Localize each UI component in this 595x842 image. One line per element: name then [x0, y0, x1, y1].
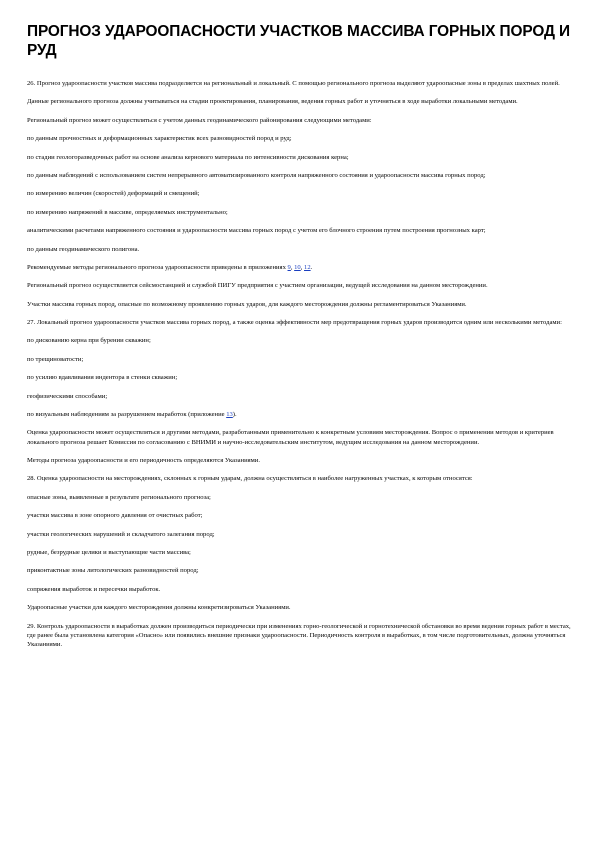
paragraph: [27, 392, 571, 401]
paragraph-text: 27. Локальный прогноз удароопасности участков массива горных пород, а также оценка эффективности мер предотвращения горных ударов производится одним или несколькими методами:: [27, 319, 562, 327]
paragraph-text: аналитическими расчетами напряженного состояния и удароопасности массива горных пород с учетом его блочного строения путем построения прогнозных карт;: [27, 227, 486, 235]
paragraph-text: Удароопасные участки для каждого месторождения должны конкретизироваться Указаниями.: [27, 604, 291, 612]
paragraph: [27, 603, 571, 612]
paragraph-text: по измерению величин (скоростей) деформаций и смещений;: [27, 190, 200, 198]
appendix-link[interactable]: 10: [294, 263, 301, 271]
appendix-link[interactable]: 12: [304, 263, 311, 271]
paragraph-text: по данным геодинамического полигона.: [27, 245, 140, 253]
paragraph: [27, 474, 571, 483]
paragraph-text: приконтактные зоны литологических разновидностей пород;: [27, 567, 199, 575]
paragraph: [27, 281, 571, 290]
paragraph: [27, 585, 571, 594]
paragraph-text: участки геологических нарушений и складчатого залегания пород;: [27, 530, 215, 538]
paragraph: [27, 79, 571, 88]
paragraph: [27, 226, 571, 235]
document-body: [27, 79, 571, 649]
appendix-link[interactable]: 9: [287, 263, 291, 271]
paragraph-text: Региональный прогноз может осуществляться с учетом данных геодинамического районирования следующими методами:: [27, 116, 372, 124]
paragraph: [27, 189, 571, 198]
paragraph-text: Региональный прогноз осуществляется сейсмостанцией и службой ПИГУ предприятия с участием организации, ведущей исследования на данном месторождении.: [27, 282, 488, 290]
paragraph-tail: ).: [232, 411, 237, 419]
paragraph-text: по данным наблюдений с использованием систем непрерывного автоматизированного контроля напряженного состояния и удароопасности массива горных пород;: [27, 171, 486, 179]
paragraph-text: сопряжения выработок и пересечки выработок.: [27, 585, 161, 593]
paragraph: [27, 208, 571, 217]
paragraph: [27, 428, 571, 446]
paragraph: [27, 245, 571, 254]
paragraph-text: 28. Оценка удароопасности на месторождениях, склонных к горным ударам, должна осуществляться в наиболее нагруженных участках, к которым относятся:: [27, 475, 473, 483]
paragraph-text: по стадии геологоразведочных работ на основе анализа кернового материала по интенсивности дискования керна;: [27, 153, 349, 161]
paragraph-text: геофизическими способами;: [27, 392, 108, 400]
paragraph-text: Методы прогноза удароопасности и его периодичность определяются Указаниями.: [27, 457, 260, 465]
paragraph-text: Рекомендуемые методы регионального прогноза удароопасности приведены в приложениях: [27, 263, 288, 271]
paragraph-text: участки массива в зоне опорного давления от очистных работ;: [27, 512, 203, 520]
paragraph-text: по визуальным наблюдениям за разрушением выработок (приложение: [27, 411, 227, 419]
paragraph: [27, 548, 571, 557]
paragraph: [27, 97, 571, 106]
paragraph-text: по измерению напряжений в массиве, определяемых инструментально;: [27, 208, 228, 216]
paragraph: [27, 336, 571, 345]
paragraph: [27, 410, 571, 419]
paragraph-text: по трещиноватости;: [27, 355, 84, 363]
paragraph-text: рудные, безрудные целики и выступающие части массива;: [27, 548, 191, 556]
paragraph: [27, 622, 571, 650]
paragraph: Рекомендуемые методы регионального прогноза удароопасности приведены в приложениях 9, 10, 12.: [27, 263, 313, 271]
paragraph: [27, 116, 571, 125]
paragraph: [27, 134, 571, 143]
paragraph-tail: .: [310, 263, 313, 271]
page-title: ПРОГНОЗ УДАРООПАСНОСТИ УЧАСТКОВ МАССИВА ГОРНЫХ ПОРОД И РУД: [27, 23, 571, 59]
paragraph-text: Оценка удароопасности может осуществляться и другими методами, разработанными применительно к конкретным условиям месторождения. Вопрос о применении методов и критериев локального прогноза решает Комиссия по согласованию с ВНИМИ и научно-исследовательским институтом, ведущим исследования на данном месторождении.: [27, 429, 554, 446]
paragraph-text: по данным прочностных и деформационных характеристик всех разновидностей пород и руд;: [27, 135, 292, 143]
paragraph-text: 26. Прогноз удароопасности участков массива подразделяется на региональный и локальный. С помощью регионального прогноза выделяют удароопасные зоны в пределах шахтных полей.: [27, 80, 560, 87]
paragraph-text: Участки массива горных пород, опасные по возможному проявлению горных ударов, для каждого месторождения должны регламентироваться Указаниями.: [27, 300, 467, 308]
paragraph: [27, 171, 571, 180]
paragraph: [27, 318, 571, 327]
paragraph-text: опасные зоны, выявленные в результате регионального прогноза;: [27, 493, 211, 501]
paragraph-text: Данные регионального прогноза должны учитываться на стадии проектирования, планирования, ведения горных работ и уточняться в ходе выработки локальными методами.: [27, 98, 518, 106]
paragraph: [27, 511, 571, 520]
paragraph: [27, 456, 571, 465]
paragraph: [27, 300, 571, 309]
paragraph: [27, 153, 571, 162]
paragraph: [27, 355, 571, 364]
paragraph-text: 29. Контроль удароопасности в выработках должен производиться периодически при изменениях горно-геологической и горнотехнической обстановки во время ведения горных работ в местах, где ранее была установлена категория «Опасно» или появились внешние признаки удароопасности. Периодичность контроля в выработках, в том числе подготовительных, должна уточняться Указаниями.: [27, 622, 571, 648]
paragraph: [27, 566, 571, 575]
paragraph: [27, 493, 571, 502]
paragraph: [27, 373, 571, 382]
paragraph-text: по усилию вдавливания индентора в стенки скважин;: [27, 374, 178, 382]
paragraph: [27, 530, 571, 539]
appendix-link[interactable]: 13: [226, 411, 233, 419]
paragraph-text: по дискованию керна при бурении скважин;: [27, 337, 151, 345]
